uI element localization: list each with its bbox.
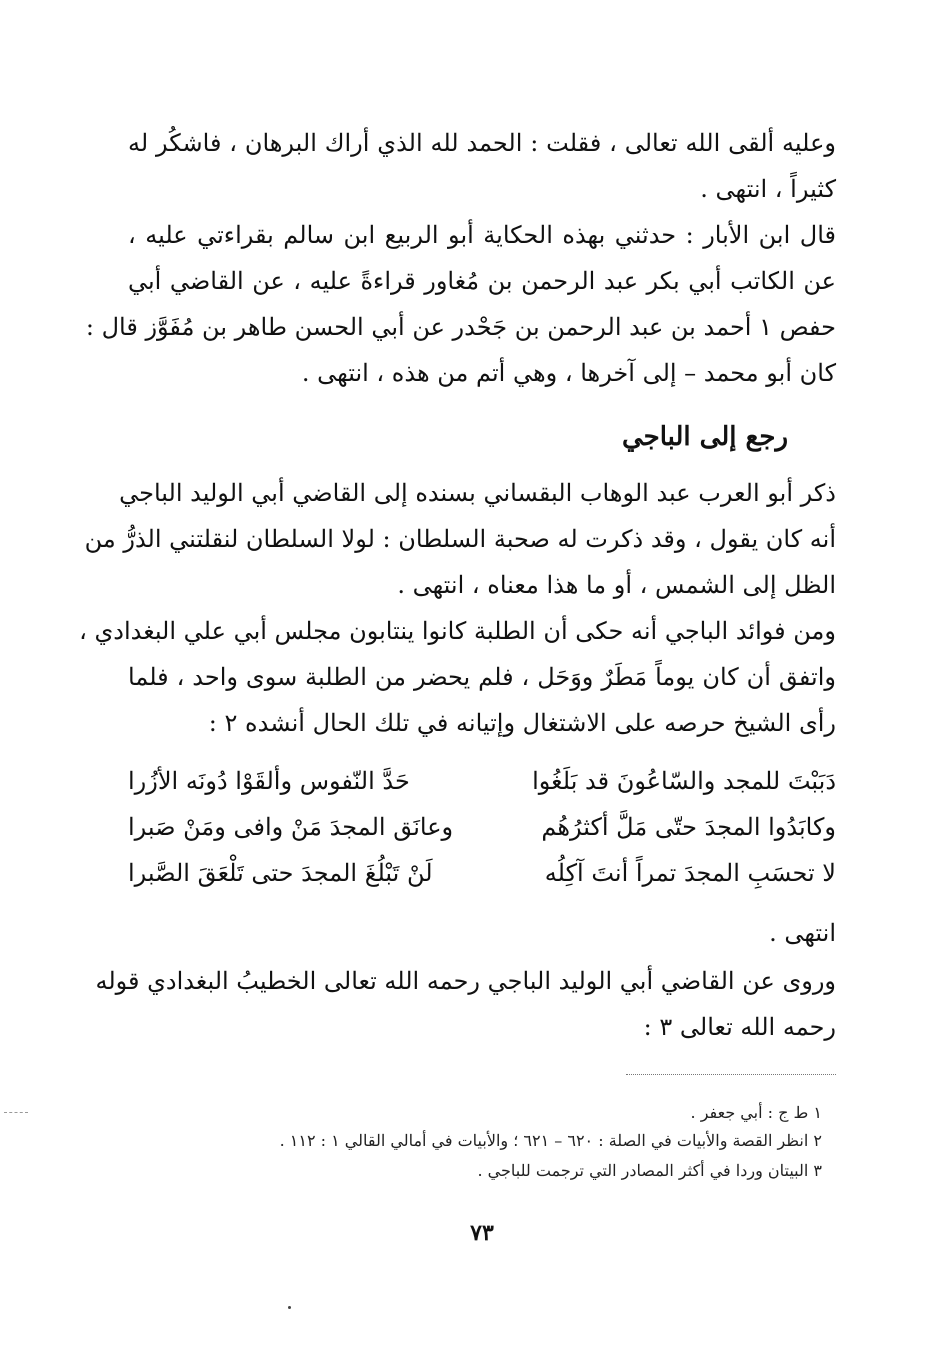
verse-second-hemistich: حَدَّ النّفوس وألقَوْا دُونَه الأزُرا (128, 767, 410, 795)
section-line: رأى الشيخ حرصه على الاشتغال وإتيانه في تلك الحال أنشده ٢ : (208, 709, 836, 737)
section-heading: رجع إلى الباجي (621, 422, 788, 452)
body-line: كان أبو محمد – إلى آخرها ، وهي أتم من هذه ، انتهى . (301, 359, 836, 387)
footnote: ١ ط ج : أبي جعفر . (690, 1103, 822, 1122)
section-line: واتفق أن كان يوماً مَطَرٌ ووَحَل ، فلم يحضر من الطلبة سوى واحد ، فلما (128, 663, 836, 691)
scan-mark (4, 1112, 28, 1113)
section-line: ذكر أبو العرب عبد الوهاب البقساني بسنده إلى القاضي أبي الوليد الباجي (119, 479, 836, 507)
verse-second-hemistich: وعانَق المجدَ مَنْ وافى ومَنْ صَبرا (128, 813, 454, 841)
verse-first-hemistich: دَبَبْتَ للمجد والسّاعُونَ قد بَلَغُوا (532, 767, 836, 795)
body-line: حفص ١ أحمد بن عبد الرحمن بن جَحْدر عن أبي الحسن طاهر بن مُفَوَّز قال : (85, 313, 836, 341)
poem-verse (128, 812, 836, 842)
scan-dot (288, 1306, 291, 1309)
body-line: كثيراً ، انتهى . (700, 175, 836, 203)
body-line: وعليه ألقى الله تعالى ، فقلت : الحمد لله الذي أراك البرهان ، فاشكُر له (128, 129, 836, 157)
verse-first-hemistich: لا تحسَبِ المجدَ تمراً أنتَ آكِلُه (544, 859, 836, 887)
book-page (79, 128, 836, 1278)
after-verse-line: انتهى . (769, 919, 836, 947)
verse-second-hemistich: لَنْ تَبْلُغَ المجدَ حتى تَلْعَقَ الصَّبرا (128, 859, 433, 887)
footnote-separator (626, 1074, 836, 1075)
closing-line: رحمه الله تعالى ٣ : (643, 1013, 836, 1041)
section-line: الظل إلى الشمس ، أو ما هذا معناه ، انتهى . (397, 571, 836, 599)
section-line: ومن فوائد الباجي أنه حكى أن الطلبة كانوا ينتابون مجلس أبي علي البغدادي ، (79, 617, 836, 645)
body-line: عن الكاتب أبي بكر عبد الرحمن بن مُغاور قراءةً عليه ، عن القاضي أبي (128, 267, 836, 295)
footnote: ٣ البيتان وردا في أكثر المصادر التي ترجمت للباجي . (477, 1161, 822, 1180)
verse-first-hemistich: وكابَدُوا المجدَ حتّى مَلَّ أكثرُهُم (541, 813, 836, 841)
section-line: أنه كان يقول ، وقد ذكرت له صحبة السلطان : لولا السلطان لنقلتني الذرُّ من (84, 525, 836, 553)
footnote: ٢ انظر القصة والأبيات في الصلة : ٦٢٠ – ٦٢١ ؛ والأبيات في أمالي القالي ١ : ١١٢ . (279, 1131, 822, 1150)
page-number: ٧٣ (470, 1220, 494, 1246)
poem-verse (128, 766, 836, 796)
body-line: قال ابن الأبار : حدثني بهذه الحكاية أبو الربيع ابن سالم بقراءتي عليه ، (128, 221, 836, 249)
closing-line: وروى عن القاضي أبي الوليد الباجي رحمه الله تعالى الخطيبُ البغدادي قوله (95, 967, 836, 995)
poem-verse (128, 858, 836, 888)
